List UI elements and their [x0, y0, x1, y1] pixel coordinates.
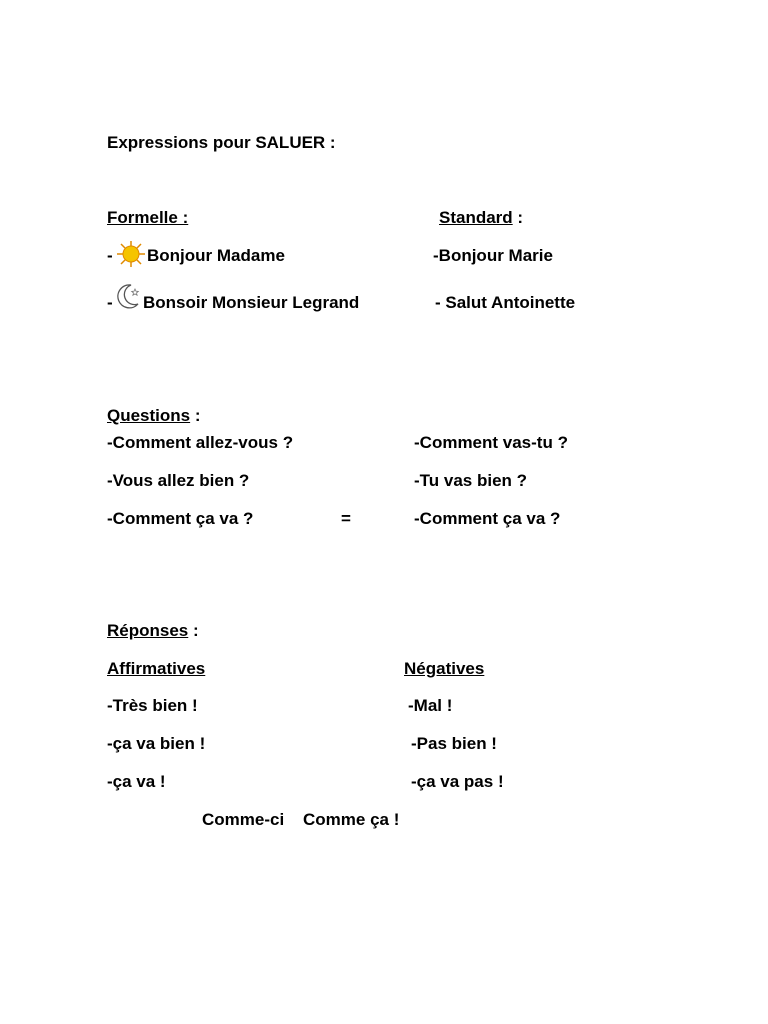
standard-greeting-1: -Bonjour Marie [433, 246, 553, 265]
standard-heading-colon: : [517, 208, 524, 227]
formal-heading: Formelle : [107, 208, 189, 227]
equals-sign: = [341, 509, 351, 528]
questions-heading-colon: : [194, 406, 201, 425]
formal-question-1: -Comment allez-vous ? [107, 433, 294, 452]
answers-heading-colon: : [192, 621, 199, 640]
questions-heading [107, 406, 201, 426]
affirmative-answer-1: -Très bien ! [107, 696, 198, 715]
negative-answer-3: -ça va pas ! [411, 772, 504, 791]
answers-heading-label: Réponses [107, 621, 189, 640]
questions-heading-label: Questions [107, 406, 191, 425]
formal-question-3: -Comment ça va ? [107, 509, 254, 528]
negative-answer-1: -Mal ! [408, 696, 453, 715]
affirmative-answer-3: -ça va ! [107, 772, 166, 791]
affirmative-heading: Affirmatives [107, 659, 206, 678]
negative-heading: Négatives [404, 659, 485, 678]
formal-question-2: -Vous allez bien ? [107, 471, 250, 490]
negative-answer-2: -Pas bien ! [411, 734, 497, 753]
neutral-answer-1: Comme-ci [202, 810, 285, 829]
formal-greeting-dash: - [107, 246, 113, 265]
sun-icon [114, 240, 148, 268]
standard-heading-label: Standard [439, 208, 513, 227]
informal-question-1: -Comment vas-tu ? [414, 433, 568, 452]
neutral-answer-2: Comme ça ! [303, 810, 400, 829]
standard-heading [439, 208, 523, 228]
standard-greeting-2: - Salut Antoinette [435, 293, 576, 312]
answers-heading [107, 621, 199, 641]
informal-question-3: -Comment ça va ? [414, 509, 561, 528]
formal-greeting-2: Bonsoir Monsieur Legrand [143, 293, 360, 312]
affirmative-answer-2: -ça va bien ! [107, 734, 206, 753]
informal-question-2: -Tu vas bien ? [414, 471, 528, 490]
page-title: Expressions pour SALUER : [107, 133, 336, 152]
formal-greeting-dash: - [107, 293, 113, 312]
moon-icon [114, 282, 144, 312]
formal-greeting-1: Bonjour Madame [147, 246, 285, 265]
